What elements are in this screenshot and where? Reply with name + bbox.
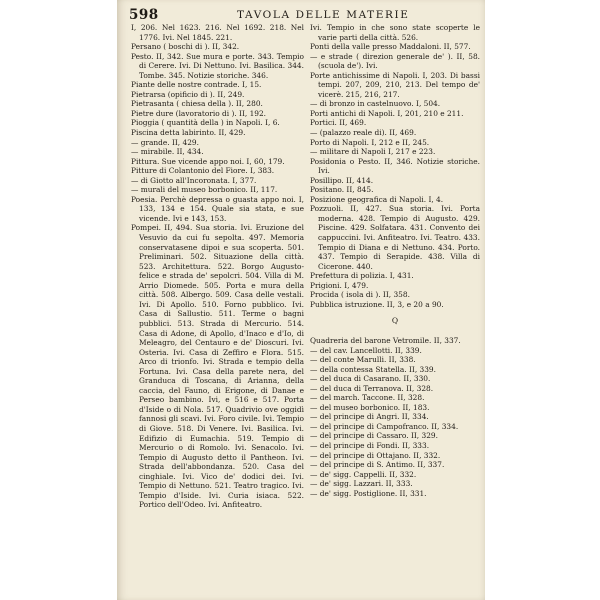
index-entry: Porto di Napoli. I, 212 e II, 245. — [310, 137, 430, 147]
index-entry: Pietrarsa (opificio di ). II, 249. — [131, 89, 245, 99]
index-entry: — del conte Marulli. II, 338. — [310, 355, 416, 365]
running-title: TAVOLA DELLE MATERIE — [237, 9, 410, 21]
index-entry: Poesia. Perchè depressa o guasta appo noi. I, 133, 134 e 154. Quale sia stata, e sue vicende. Ivi e 143, 153. — [131, 194, 304, 223]
page-number: 598 — [129, 7, 159, 23]
index-entry: Pittura. Sue vicende appo noi. I, 60, 179. — [131, 156, 285, 166]
section-letter-q: Q — [391, 316, 399, 326]
index-entry: — mirabile. II, 434. — [131, 147, 204, 157]
index-entry: — e strade ( direzion generale de' ). II, 58. (scuola de'). Ivi. — [310, 51, 480, 71]
index-entry: Procida ( isola di ). II, 358. — [310, 290, 410, 300]
index-entry: Positano. II, 845. — [310, 185, 374, 195]
index-entry: Ivi. Tempio in che sono state scoperte le varie parti della città. 526. — [310, 23, 480, 42]
index-entry: — de' sigg. Postiglione. II, 331. — [310, 488, 427, 498]
index-entry: Pozzuoli. II, 427. Sua storia. Ivi. Porta moderna. 428. Tempio di Augusto. 429. Piscine. 429. Solfatara. 431. Convento dei cappuccini. Ivi. Anfiteatro. Ivi. Teatro. 433. Tempio di Diana e di Nettuno. 434. Porto. 437. Tempio di Serapide. 438. Villa di Cicerone. 440. — [310, 204, 480, 271]
index-entry: — di bronzo in castelnuovo. I, 504. — [310, 99, 441, 109]
index-entry: Persano ( boschi di ). II, 342. — [131, 42, 240, 52]
index-entry: Piante delle nostre contrade. I, 15. — [131, 80, 262, 90]
index-entry: — del principe di Fondi. II, 333. — [310, 440, 430, 450]
index-entry: — de' sigg. Cappelli. II, 332. — [310, 469, 417, 479]
page-header — [127, 7, 477, 23]
index-entry: — de' sigg. Lazzari. II, 333. — [310, 479, 413, 489]
index-entry: — del march. Taccone. II, 328. — [310, 393, 425, 403]
index-entry: Pesto. II, 342. Sue mura e porte. 343. Tempio di Cerere. Ivi. Di Nettuno. Ivi. Basilica. 344. Tombe. 345. Notizie storiche. 346. — [131, 51, 304, 80]
left-column — [131, 23, 304, 510]
index-entry: Pompei. II, 494. Sua storia. Ivi. Eruzione del Vesuvio da cui fu sepolta. 497. Memoria conservatasene dipoi e sua scoperta. 501. Preliminari. 502. Situazione della città. 523. Architettura. 522. Borgo Augusto-felice e strada de' sepolcri. 504. Villa di M. Arrio Diomede. 505. Porta e mura della città. 508. Albergo. 509. Casa delle vestali. Ivi. Di Apollo. 510. Forno pubblico. Ivi. Casa di Sallustio. 511. Terme o bagni pubblici. 513. Strada di Mercurio. 514. Casa di Adone, di Apollo, d'Inaco e d'Io, di Meleagro, del Centauro e de' Dioscuri. Ivi. Osteria. Ivi. Casa di Zeffiro e Flora. 515. Arco di trionfo. Ivi. Strada e tempio della Fortuna. Ivi. Casa della parete nera, del Granduca di Toscana, di Arianna, della caccia, del Fauno, di Erigone, di Danae e Perseo bambino. Ivi, e 516 e 517. Porta d'Iside o di Nola. 517. Quadrivio ove oggidì fannosi gli scavi. Ivi. Foro civile. Ivi. Tempio di Giove. 518. Di Venere. Ivi. Basilica. Ivi. Edifizio di Eumachia. 519. Tempio di Mercurio o di Romolo. Ivi. Senacolo. Ivi. Tempio di Augusto detto il Pantheon. Ivi. Strada dell'abbondanza. 520. Casa del cinghiale. Ivi. Vico de' dodici dei. Ivi. Tempio di Nettuno. 521. Teatro tragico. Ivi. Tempio d'Iside. Ivi. Curia isiaca. 522. Portico dell'Odeo. Ivi. Anfiteatro. — [131, 223, 304, 510]
index-entry: — militare di Napoli I, 217 e 223. — [310, 147, 436, 157]
index-entry: — del duca di Casarano. II, 330. — [310, 374, 431, 384]
index-entry: — del principe di Cassaro. II, 329. — [310, 431, 438, 441]
index-entry: Prigioni. I, 479. — [310, 280, 369, 290]
index-entry: — (palazzo reale di). II, 469. — [310, 128, 417, 138]
right-column — [310, 23, 480, 498]
index-entry: I, 206. Nel 1623. 216. Nel 1692. 218. Nel 1776. Ivi. Nel 1845. 221. — [131, 23, 304, 42]
book-page — [117, 0, 485, 600]
index-entry: Pietre dure (lavoratorio di ). II, 192. — [131, 108, 267, 118]
index-entry: Prefettura di polizia. I, 431. — [310, 271, 414, 281]
index-entry: Porte antichissime di Napoli. I, 203. Di bassi tempi. 207, 209, 210, 213. Del tempo de' vicerè. 215, 216, 217. — [310, 70, 480, 99]
index-entry: Posillipo. II, 414. — [310, 175, 374, 185]
index-entry: — murali del museo borbonico. II, 117. — [131, 185, 278, 195]
index-entry: — grande. II, 429. — [131, 137, 199, 147]
index-entry: Porti antichi di Napoli. I, 201, 210 e 211. — [310, 108, 464, 118]
index-entry: — del principe di Ottajano. II, 332. — [310, 450, 441, 460]
index-entry: Posidonia o Pesto. II, 346. Notizie storiche. Ivi. — [310, 156, 480, 176]
index-entry: — del principe di S. Antimo. II, 337. — [310, 460, 445, 470]
index-entry: Ponti della valle presso Maddaloni. II, 577. — [310, 42, 471, 52]
index-entry: — del principe di Campofranco. II, 334. — [310, 421, 459, 431]
index-entry: Piscina detta labirinto. II, 429. — [131, 128, 246, 138]
index-entry: — del cav. Lancellotti. II, 339. — [310, 345, 422, 355]
index-entry: — della contessa Statella. II, 339. — [310, 364, 436, 374]
index-entry: — del museo borbonico. II, 183. — [310, 402, 430, 412]
index-entry: — di Giotto all'Incoronata. I, 377. — [131, 175, 257, 185]
index-entry: Pubblica istruzione. II, 3, e 20 a 90. — [310, 299, 444, 309]
index-entry: Pioggia ( quantità della ) in Napoli. I, 6. — [131, 118, 280, 128]
index-entry: Portici. II, 469. — [310, 118, 367, 128]
index-entry: Pietrasanta ( chiesa della ). II, 280. — [131, 99, 263, 109]
index-entry: Quadreria del barone Vetromile. II, 337. — [310, 335, 461, 345]
index-entry: — del duca di Terranova. II, 328. — [310, 383, 434, 393]
index-entry: Posizione geografica di Napoli. I, 4. — [310, 194, 444, 204]
index-entry: — del principe di Angri. II, 334. — [310, 412, 429, 422]
index-entry: Pitture di Colantonio del Fiore. I, 383. — [131, 166, 275, 176]
